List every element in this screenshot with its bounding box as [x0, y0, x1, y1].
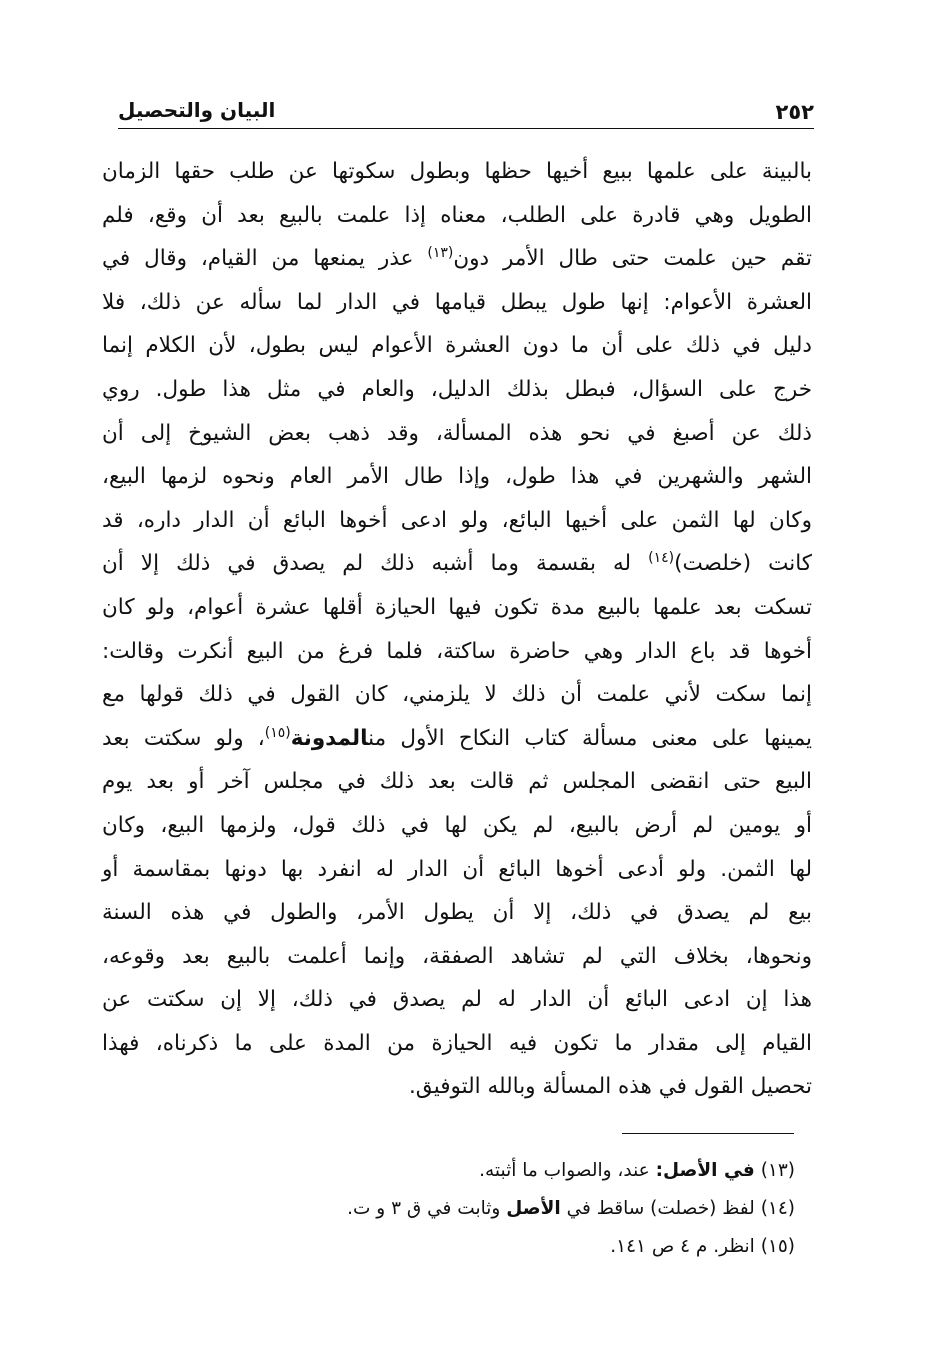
- footnotes: [200, 1152, 795, 1266]
- text-segment: كانت (خلصت): [674, 551, 813, 577]
- footnote-label: الأصل: [506, 1198, 561, 1219]
- footnote-text: عند، والصواب ما أثبته.: [479, 1160, 656, 1181]
- text-line: ذلك عن أصبغ في نحو هذه المسألة، وقد ذهب بعض الشيوخ إلى أن: [102, 420, 812, 446]
- text-line: بيع لم يصدق في ذلك، إلا أن يطول الأمر، والطول في هذه السنة: [102, 900, 812, 926]
- text-line: وكان لها الثمن على أخيها البائع، ولو ادعى أخوها البائع أن الدار داره، قد: [102, 507, 812, 533]
- footnote-number: (١٥): [760, 1236, 795, 1257]
- text-line: إنما سكت لأني علمت أن ذلك لا يلزمني، كان القول في ذلك قولها مع: [102, 682, 812, 708]
- footnote-ref-13[interactable]: (١٣): [427, 245, 454, 262]
- text-segment: يمينها على معنى مسألة كتاب النكاح الأول من: [368, 725, 812, 751]
- text-line: [102, 542, 812, 586]
- text-line: الشهر والشهرين في هذا طول، وإذا طال الأمر العام ونحوه لزمها البيع،: [102, 464, 812, 490]
- footnote-number: (١٣): [760, 1160, 795, 1181]
- text-line: تسكت بعد علمها بالبيع مدة تكون فيها الحيازة أقلها عشرة أعوام، ولو كان: [102, 594, 812, 620]
- text-line: العشرة الأعوام: إنها طول يبطل قيامها في الدار لما سأله عن ذلك، فلا: [102, 289, 812, 315]
- footnote-text: لفظ (خصلت) ساقط في: [560, 1198, 761, 1219]
- text-segment: عذر يمنعها من القيام، وقال في: [102, 246, 428, 272]
- footnote-13: [200, 1152, 795, 1190]
- footnote-text: انظر. م ٤ ص ١٤١.: [610, 1236, 761, 1257]
- footnote-14: [200, 1190, 795, 1228]
- source-title-mudawwana: المدونة: [290, 725, 369, 751]
- text-segment: ، ولو سكتت بعد: [102, 725, 265, 751]
- book-title: البيان والتحصيل: [118, 98, 276, 122]
- footnote-ref-14[interactable]: (١٤): [648, 550, 675, 567]
- text-line: خرج على السؤال، فبطل بذلك الدليل، والعام في مثل هذا طول. روي: [102, 376, 812, 402]
- footnote-number: (١٤): [760, 1198, 795, 1219]
- text-line: [102, 237, 812, 281]
- footnote-text: وثابت في ق ٣ و ت.: [347, 1198, 507, 1219]
- footnote-15: [200, 1228, 795, 1266]
- text-line: لها الثمن. ولو أدعى أخوها البائع أن الدار له انفرد بها دونها بمقاسمة أو: [102, 856, 812, 882]
- text-line: البيع حتى انقضى المجلس ثم قالت بعد ذلك في مجلس آخر أو بعد يوم: [102, 769, 812, 795]
- running-header: [118, 94, 814, 129]
- text-line: ونحوها، بخلاف التي لم تشاهد الصفقة، وإنما أعلمت بالبيع بعد وقوعه،: [102, 943, 812, 969]
- text-line: بالبينة على علمها ببيع أخيها حظها وبطول سكوتها عن طلب حقها الزمان: [102, 159, 812, 184]
- text-line: هذا إن ادعى البائع أن الدار له لم يصدق في ذلك، إلا إن سكتت عن: [102, 987, 812, 1013]
- text-line: [102, 717, 812, 761]
- page-number: ٢٥٢: [775, 100, 814, 124]
- text-segment: له بقسمة وما أشبه ذلك لم يصدق في ذلك إلا أن: [102, 551, 649, 577]
- text-line: أخوها قد باع الدار وهي حاضرة ساكتة، فلما فرغ من البيع أنكرت وقالت:: [102, 638, 812, 664]
- footnote-ref-15[interactable]: (١٥): [264, 724, 291, 741]
- footnote-label: في الأصل:: [655, 1160, 755, 1181]
- body-text: [102, 150, 812, 1109]
- text-line: دليل في ذلك على أن ما دون العشرة الأعوام ليس بطول، لأن الكلام إنما: [102, 333, 812, 359]
- text-line: القيام إلى مقدار ما تكون فيه الحيازة من المدة على ما ذكرناه، فهذا: [102, 1030, 812, 1056]
- text-line: أو يومين لم أرض بالبيع، لم يكن لها في ذلك قول، ولزمها البيع، وكان: [102, 812, 812, 838]
- footnote-divider: [622, 1133, 794, 1134]
- text-line: الطويل وهي قادرة على الطلب، معناه إذا علمت بالبيع بعد أن وقع، فلم: [102, 202, 812, 228]
- text-line: تحصيل القول في هذه المسألة وبالله التوفيق.: [408, 1074, 812, 1100]
- text-segment: تقم حين علمت حتى طال الأمر دون: [453, 246, 813, 272]
